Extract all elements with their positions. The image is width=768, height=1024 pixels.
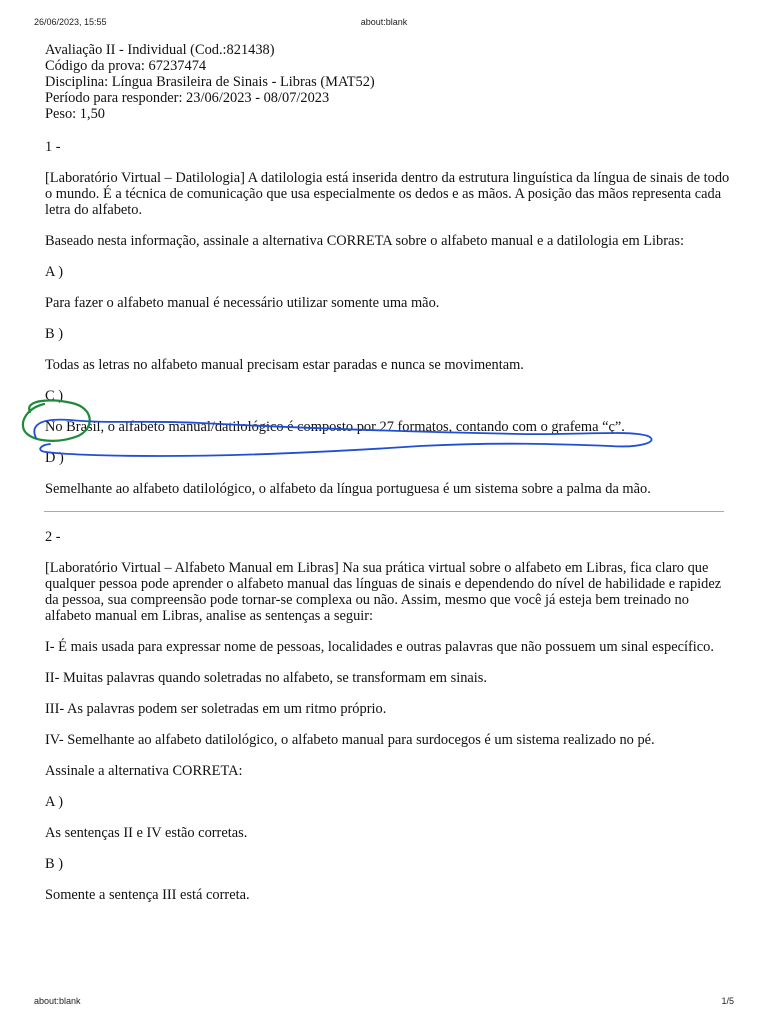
q1-option-c-text: No Brasil, o alfabeto manual/datilológico é composto por 27 formatos, contando com o grafema “ç”.: [45, 419, 625, 435]
exam-weight: Peso: 1,50: [45, 106, 105, 122]
question-divider: [44, 511, 724, 512]
print-header-title: about:blank: [360, 17, 408, 27]
q1-option-d-label[interactable]: D ): [45, 450, 64, 466]
print-footer-url: about:blank: [34, 996, 81, 1006]
document-body: [45, 42, 735, 903]
exam-title: Avaliação II - Individual (Cod.:821438): [45, 42, 275, 58]
print-header-datetime: 26/06/2023, 15:55: [34, 17, 107, 27]
q2-sentence-1: I- É mais usada para expressar nome de pessoas, localidades e outras palavras que não possuem um sinal específico.: [45, 639, 714, 655]
q2-sentence-3: III- As palavras podem ser soletradas em um ritmo próprio.: [45, 701, 387, 717]
q1-option-c-label[interactable]: C ): [45, 388, 63, 404]
q2-sentence-2: II- Muitas palavras quando soletradas no alfabeto, se transformam em sinais.: [45, 670, 487, 686]
q1-option-b-text: Todas as letras no alfabeto manual precisam estar paradas e nunca se movimentam.: [45, 357, 524, 373]
q2-option-a-text: As sentenças II e IV estão corretas.: [45, 825, 248, 841]
q1-option-d-text: Semelhante ao alfabeto datilológico, o alfabeto da língua portuguesa é um sistema sobre a palma da mão.: [45, 481, 651, 497]
question-2-number: 2 -: [45, 529, 61, 545]
q2-option-a-label[interactable]: A ): [45, 794, 63, 810]
q2-option-b-text: Somente a sentença III está correta.: [45, 887, 250, 903]
exam-period: Período para responder: 23/06/2023 - 08/07/2023: [45, 90, 330, 106]
question-1-statement: [Laboratório Virtual – Datilologia] A datilologia está inserida dentro da estrutura linguística da língua de sinais de todo o mundo. É a técnica de comunicação que usa especialmente os dedos e as mãos. A posição das mãos representa cada letra do alfabeto.: [45, 170, 730, 218]
exam-metadata: [45, 42, 735, 122]
question-2-statement: [Laboratório Virtual – Alfabeto Manual em Libras] Na sua prática virtual sobre o alfabeto em Libras, fica claro que qualquer pessoa pode aprender o alfabeto manual das línguas de sinais e dependendo do nível de habilidade e rapidez da pessoa, sua compreensão pode tornar-se complexa ou não. Assim, mesmo que você já esteja bem treinado no alfabeto manual em Libras, analise as sentenças a seguir:: [45, 560, 722, 624]
q2-option-b-label[interactable]: B ): [45, 856, 63, 872]
q1-option-a-label[interactable]: A ): [45, 264, 63, 280]
q1-option-b-label[interactable]: B ): [45, 326, 63, 342]
question-2-prompt: Assinale a alternativa CORRETA:: [45, 763, 243, 779]
question-1-number: 1 -: [45, 139, 61, 155]
exam-code: Código da prova: 67237474: [45, 58, 207, 74]
q1-option-a-text: Para fazer o alfabeto manual é necessário utilizar somente uma mão.: [45, 295, 440, 311]
q2-sentence-4: IV- Semelhante ao alfabeto datilológico, o alfabeto manual para surdocegos é um sistema realizado no pé.: [45, 732, 655, 748]
exam-discipline: Disciplina: Língua Brasileira de Sinais - Libras (MAT52): [45, 74, 375, 90]
print-footer-page: 1/5: [721, 996, 734, 1006]
question-1-prompt: Baseado nesta informação, assinale a alternativa CORRETA sobre o alfabeto manual e a datilologia em Libras:: [45, 233, 685, 249]
